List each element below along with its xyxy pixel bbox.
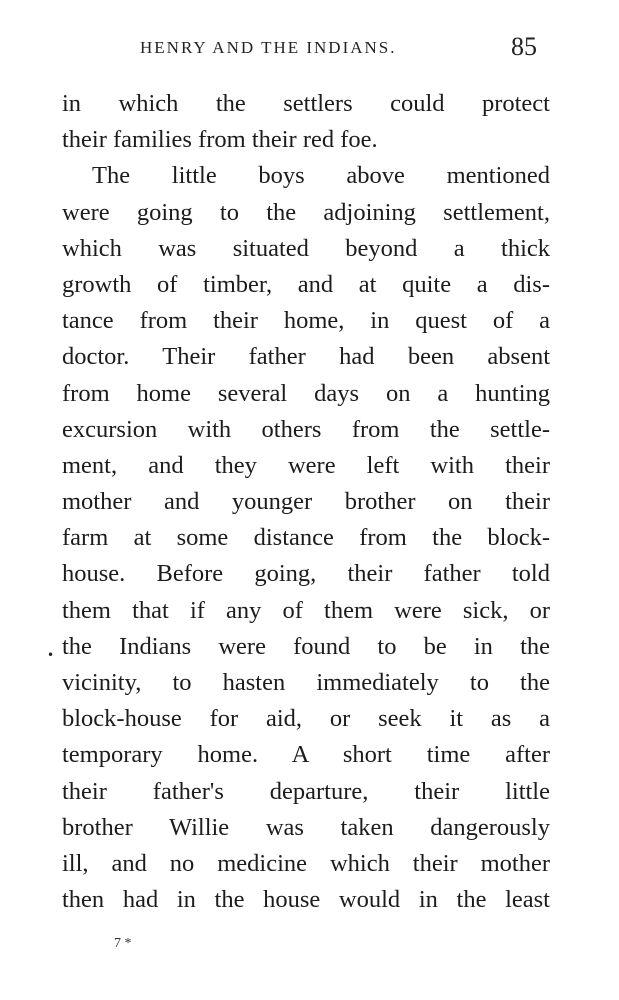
- text-line: temporary home. A short time after: [62, 741, 550, 769]
- margin-dot: •: [47, 648, 55, 662]
- text-line: their families from their red foe.: [62, 126, 378, 154]
- signature-mark: 7 *: [114, 936, 132, 951]
- text-line: which was situated beyond a thick: [62, 234, 550, 262]
- text-line: house. Before going, their father told: [62, 560, 550, 588]
- text-line: vicinity, to hasten immediately to the: [62, 669, 550, 696]
- text-line: block-house for aid, or seek it as a: [62, 705, 550, 733]
- text-line: ill, and no medicine which their mother: [62, 849, 550, 877]
- text-line: in which the settlers could protect: [62, 90, 550, 117]
- page-number: 85: [511, 32, 537, 61]
- text-line: mother and younger brother on their: [62, 488, 550, 516]
- text-line: their father's departure, their little: [62, 777, 550, 805]
- text-line: growth of timber, and at quite a dis-: [62, 270, 550, 298]
- text-line: then had in the house would in the least: [62, 886, 550, 914]
- running-head: [0, 34, 619, 66]
- running-title: HENRY AND THE INDIANS.: [140, 38, 397, 57]
- text-line: were going to the adjoining settlement,: [62, 198, 550, 226]
- text-line: the Indians were found to be in the: [62, 632, 550, 660]
- text-line: brother Willie was taken dangerously: [62, 813, 550, 841]
- text-line: them that if any of them were sick, or: [62, 596, 550, 624]
- text-line: excursion with others from the settle-: [62, 415, 550, 443]
- text-line: doctor. Their father had been absent: [62, 343, 550, 371]
- text-line: ment, and they were left with their: [62, 451, 550, 479]
- text-line: from home several days on a hunting: [62, 379, 550, 407]
- text-line: The little boys above mentioned: [92, 162, 550, 190]
- body-text: [62, 86, 550, 918]
- text-line: tance from their home, in quest of a: [62, 307, 550, 335]
- text-line: farm at some distance from the block-: [62, 524, 550, 552]
